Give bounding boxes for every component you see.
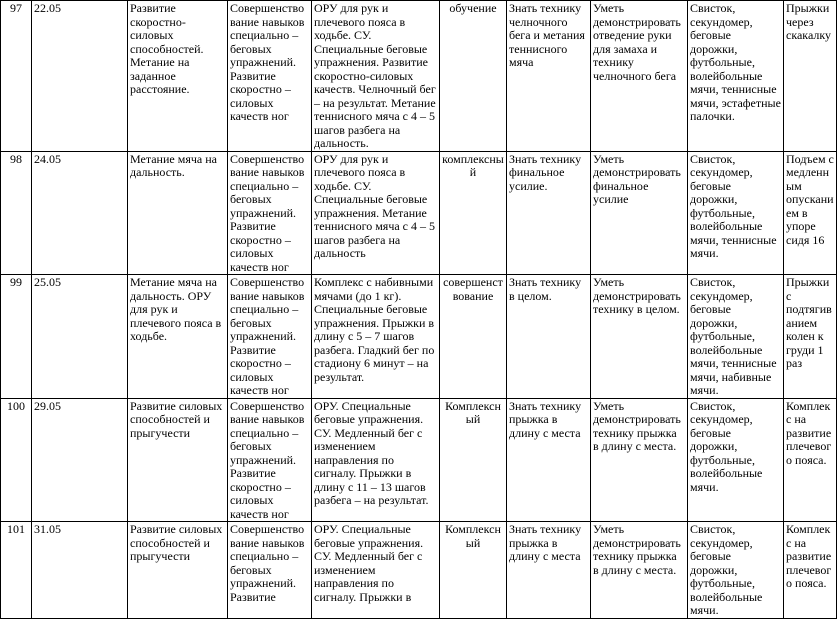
lesson-topic: Развитие скоростно-силовых способностей. Метание на заданное расстояние. xyxy=(128,1,228,152)
lesson-content: ОРУ для рук и плечевого пояса в ходьбе. СУ. Специальные беговые упражнения. Метание теннисного мяча с 4 – 5 шагов разбега на дальность xyxy=(312,151,440,275)
table-row xyxy=(1,151,837,275)
table-row xyxy=(1,275,837,399)
lesson-date: 24.05 xyxy=(32,151,128,275)
knowledge-requirement: Знать технику челночного бега и метания теннисного мяча xyxy=(507,1,591,152)
equipment: Свисток, секундомер, беговые дорожки, футбольные, волейбольные мячи. xyxy=(688,522,784,619)
knowledge-requirement: Знать технику финальное усилие. xyxy=(507,151,591,275)
skill-requirement: Уметь демонстрировать технику прыжка в длину с места. xyxy=(591,398,688,522)
lesson-goal: Совершенствование навыков специально – беговых упражнений. Развитие xyxy=(228,522,312,619)
table-row xyxy=(1,398,837,522)
lesson-goal: Совершенствование навыков специально – беговых упражнений. Развитие скоростно – силовых качеств ног xyxy=(228,1,312,152)
row-number: 97 xyxy=(1,1,32,152)
lesson-goal: Совершенствование навыков специально – беговых упражнений. Развитие скоростно – силовых качеств ног xyxy=(228,398,312,522)
equipment: Свисток, секундомер, беговые дорожки, футбольные, волейбольные мячи. xyxy=(688,398,784,522)
homework: Прыжки через скакалку xyxy=(784,1,837,152)
lesson-topic: Метание мяча на дальность. ОРУ для рук и плечевого пояса в ходьбе. xyxy=(128,275,228,399)
lesson-content: ОРУ для рук и плечевого пояса в ходьбе. СУ. Специальные беговые упражнения. Развитие скоростно-силовых качеств. Челночный бег – на результат. Метание теннисного мяча с 4 – 5 шагов разбега на дальность. xyxy=(312,1,440,152)
row-number: 101 xyxy=(1,522,32,619)
homework: Подъем с медленным опусканием в упоре сидя 16 xyxy=(784,151,837,275)
row-number: 98 xyxy=(1,151,32,275)
lesson-content: ОРУ. Специальные беговые упражнения. СУ. Медленный бег с изменением направления по сигналу. Прыжки в длину с 11 – 13 шагов разбега – на результат. xyxy=(312,398,440,522)
lesson-date: 29.05 xyxy=(32,398,128,522)
skill-requirement: Уметь демонстрировать финальное усилие xyxy=(591,151,688,275)
lesson-topic: Метание мяча на дальность. xyxy=(128,151,228,275)
lesson-goal: Совершенствование навыков специально – беговых упражнений. Развитие скоростно – силовых качеств ног xyxy=(228,151,312,275)
lesson-type: совершенствование xyxy=(440,275,507,399)
equipment: Свисток, секундомер, беговые дорожки, футбольные, волейбольные мячи, теннисные мячи, набивные мячи. xyxy=(688,275,784,399)
knowledge-requirement: Знать технику прыжка в длину с места xyxy=(507,522,591,619)
row-number: 99 xyxy=(1,275,32,399)
lesson-date: 31.05 xyxy=(32,522,128,619)
lesson-content: ОРУ. Специальные беговые упражнения. СУ. Медленный бег с изменением направления по сигналу. Прыжки в xyxy=(312,522,440,619)
table-row xyxy=(1,522,837,619)
lesson-topic: Развитие силовых способностей и прыгучести xyxy=(128,398,228,522)
table-row xyxy=(1,1,837,152)
knowledge-requirement: Знать технику в целом. xyxy=(507,275,591,399)
homework: Прыжки с подтягиванием колен к груди 1 раз xyxy=(784,275,837,399)
lesson-type: обучение xyxy=(440,1,507,152)
equipment: Свисток, секундомер, беговые дорожки, футбольные, волейбольные мячи, теннисные мячи, эстафетные палочки. xyxy=(688,1,784,152)
skill-requirement: Уметь демонстрировать технику прыжка в длину с места. xyxy=(591,522,688,619)
lesson-type: Комплексный xyxy=(440,522,507,619)
knowledge-requirement: Знать технику прыжка в длину с места xyxy=(507,398,591,522)
homework: Комплекс на развитие плечевого пояса. xyxy=(784,398,837,522)
homework: Комплекс на развитие плечевого пояса. xyxy=(784,522,837,619)
skill-requirement: Уметь демонстрировать технику в целом. xyxy=(591,275,688,399)
lesson-type: Комплексный xyxy=(440,398,507,522)
equipment: Свисток, секундомер, беговые дорожки, футбольные, волейбольные мячи, теннисные мячи. xyxy=(688,151,784,275)
lesson-type: комплексный xyxy=(440,151,507,275)
lesson-content: Комплекс с набивными мячами (до 1 кг). Специальные беговые упражнения. Прыжки в длину с 5 – 7 шагов разбега. Гладкий бег по стадиону 6 минут – на результат. xyxy=(312,275,440,399)
lesson-date: 22.05 xyxy=(32,1,128,152)
lesson-date: 25.05 xyxy=(32,275,128,399)
lesson-topic: Развитие силовых способностей и прыгучести xyxy=(128,522,228,619)
skill-requirement: Уметь демонстрировать отведение руки для замаха и технику челночного бега xyxy=(591,1,688,152)
row-number: 100 xyxy=(1,398,32,522)
lesson-goal: Совершенствование навыков специально – беговых упражнений. Развитие скоростно – силовых качеств ног xyxy=(228,275,312,399)
